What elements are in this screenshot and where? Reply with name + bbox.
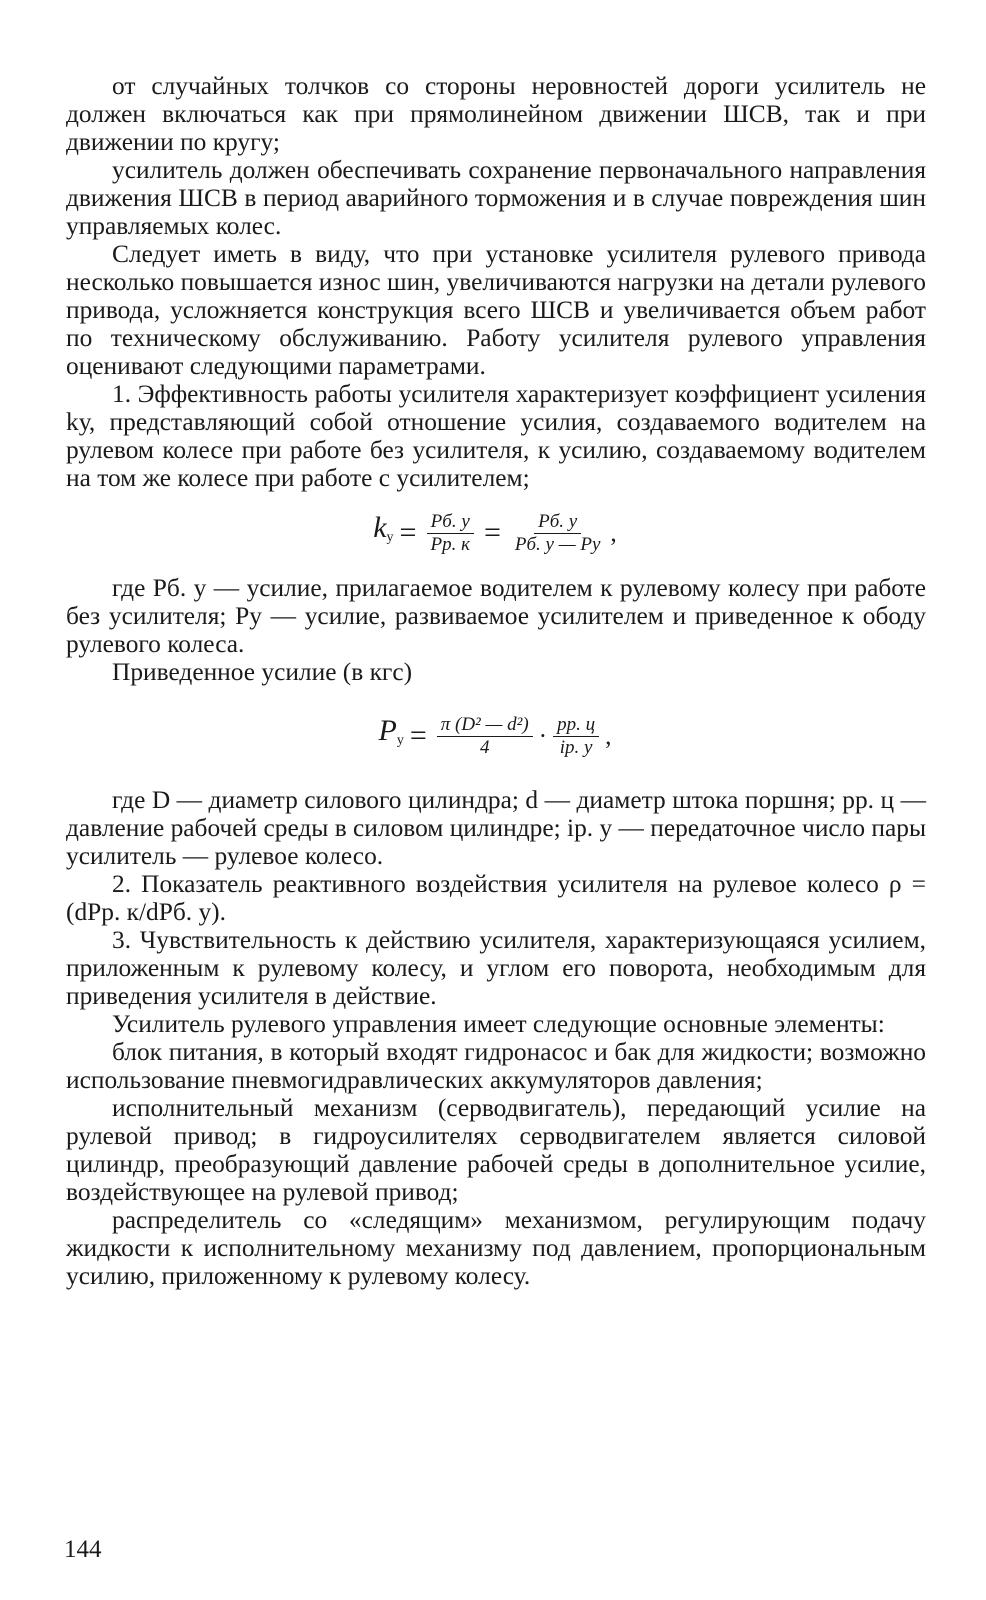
fraction — [553, 714, 599, 759]
paragraph: исполнительный механизм (серводвигатель), передающий усилие на рулевой привод; в гидроусилителях серводвигателем является силовой цилиндр, преобразующий давление рабочей среды в дополнительное усилие, воздействующее на рулевой привод; — [66, 1094, 926, 1206]
denominator: iр. у — [559, 736, 593, 758]
numerator: Pб. у — [534, 511, 581, 534]
formula1-lhs: k — [373, 511, 387, 544]
fraction — [437, 714, 533, 759]
numerator: π (D² — d²) — [437, 714, 533, 737]
paragraph: усилитель должен обеспечивать сохранение первоначального направления движения ШСВ в период аварийного торможения и в случае повреждения шин управляемых колес. — [66, 156, 926, 240]
paragraph: где Pб. у — усилие, прилагаемое водителем к рулевому колесу при работе без усилителя; Pу — усилие, развиваемое усилителем и приведенное к ободу рулевого колеса. — [66, 574, 926, 658]
paragraph: где D — диаметр силового цилиндра; d — диаметр штока поршня; pр. ц — давление рабочей среды в силовом цилиндре; iр. у — передаточное число пары усилитель — рулевое колесо. — [66, 786, 926, 870]
formula2-lhs: P — [378, 714, 397, 747]
paragraph: 1. Эффективность работы усилителя характеризует коэффициент усиления kу, представляющий собой отношение усилия, создаваемого водителем на рулевом колесе при работе без усилителя, к усилию, создаваемому водителем на том же колесе при работе с усилителем; — [66, 380, 926, 492]
paragraph: блок питания, в который входят гидронасос и бак для жидкости; возможно использование пневмогидравлических аккумуляторов давления; — [66, 1038, 926, 1094]
denominator: Pб. у — Pу — [514, 533, 601, 555]
fraction — [426, 511, 474, 556]
formula1-lhs-sub: у — [386, 530, 394, 545]
fraction — [511, 511, 605, 556]
page-number: 144 — [64, 1536, 102, 1563]
denominator: Pр. к — [430, 533, 470, 555]
paragraph: 2. Показатель реактивного воздействия усилителя на рулевое колесо ρ = (dPр. к/dPб. у). — [66, 870, 926, 926]
numerator: pр. ц — [553, 714, 599, 737]
numerator: Pб. у — [427, 511, 474, 534]
equals-sign: = — [483, 516, 501, 549]
paragraph: 3. Чувствительность к действию усилителя, характеризующаяся усилием, приложенным к рулевому колесу, и углом его поворота, необходимым для приведения усилителя в действие. — [66, 926, 926, 1010]
paragraph: Приведенное усилие (в кгс) — [112, 658, 413, 686]
formula-gain-coefficient — [66, 492, 926, 574]
equals-sign: = — [409, 719, 427, 752]
multiply-dot: · — [538, 722, 548, 750]
paragraph: Усилитель рулевого управления имеет следующие основные элементы: — [112, 1010, 885, 1038]
paragraph: Следует иметь в виду, что при установке усилителя рулевого привода несколько повышается износ шин, увеличиваются нагрузки на детали рулевого привода, усложняется конструкция всего ШСВ и увеличивается объем работ по техническому обслуживанию. Работу усилителя рулевого управления оценивают следующими параметрами. — [66, 240, 926, 380]
denominator: 4 — [479, 736, 490, 758]
formula-tail: , — [605, 722, 612, 750]
paragraph: распределитель со «следящим» механизмом, регулирующим подачу жидкости к исполнительному механизму под давлением, пропорциональным усилию, приложенному к рулевому колесу. — [66, 1206, 926, 1290]
formula-reduced-force — [66, 686, 926, 786]
page-body — [66, 72, 926, 1290]
equals-sign: = — [399, 516, 417, 549]
formula-tail: , — [610, 519, 617, 547]
paragraph: от случайных толчков со стороны неровностей дороги усилитель не должен включаться как при прямолинейном движении ШСВ, так и при движении по кругу; — [66, 72, 926, 156]
formula2-lhs-sub: у — [396, 733, 404, 748]
